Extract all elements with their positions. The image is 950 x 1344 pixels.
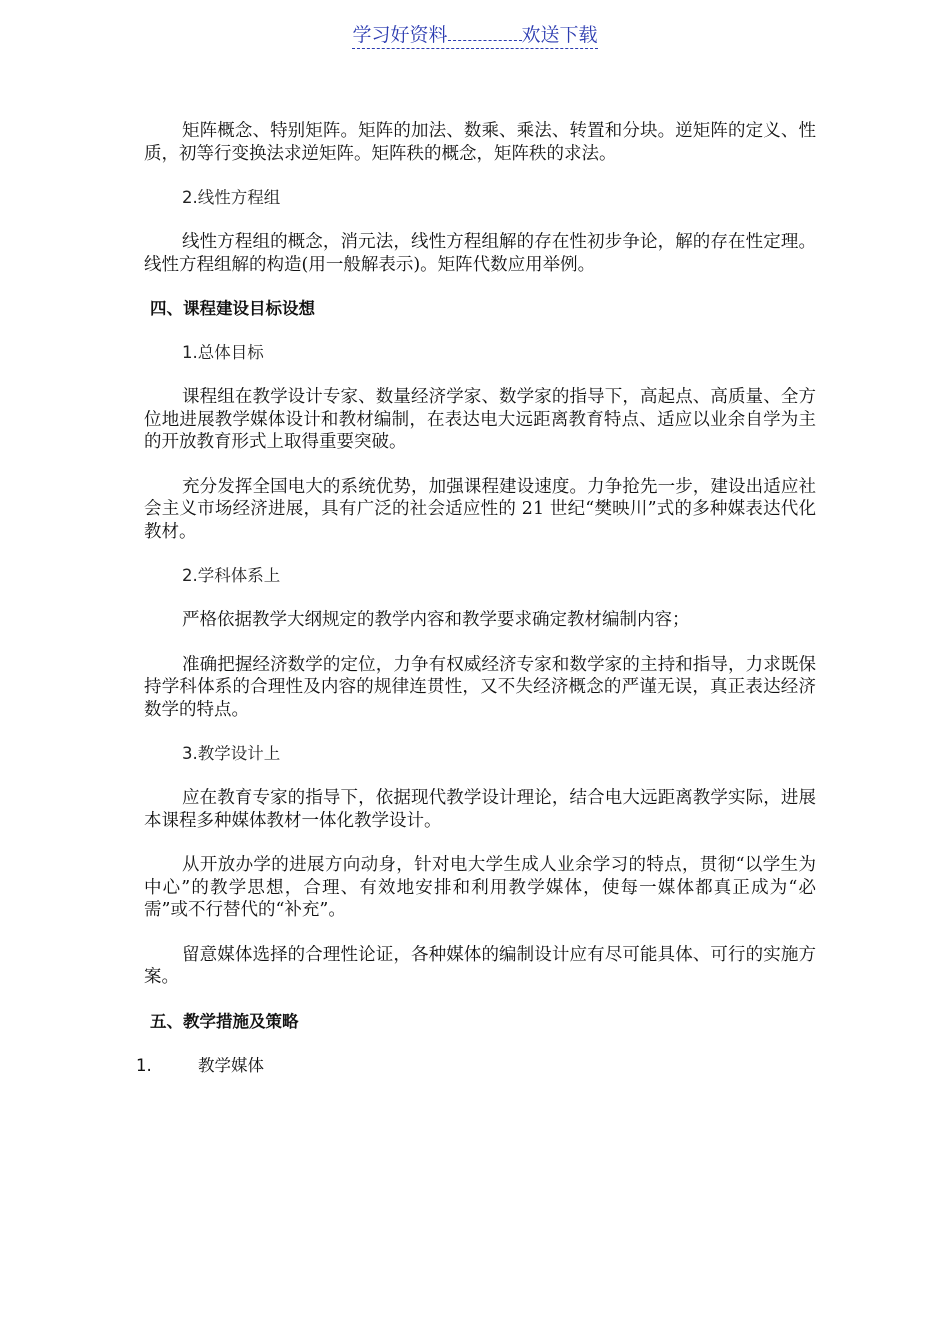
subheading-discipline-system: 2.学科体系上 [182, 566, 281, 585]
header-link-welcome-download[interactable]: 欢送下载 [521, 24, 598, 46]
document-body [136, 120, 816, 1077]
header-underline [352, 22, 597, 49]
paragraph-design-guidance: 应在教育专家的指导下，依据现代教学设计理论，结合电大远距离教学实际，进展本课程多种媒体教材一体化教学设计。 [144, 788, 816, 831]
paragraph-system-advantage: 充分发挥全国电大的系统优势，加强课程建设速度。力争抢先一步，建设出适应社会主义市场经济进展，具有广泛的社会适应性的 21 世纪“樊映川”式的多种媒表达代化教材。 [144, 476, 816, 542]
list-item-label: 教学媒体 [198, 1055, 264, 1075]
paragraph-open-education: 从开放办学的进展方向动身，针对电大学生成人业余学习的特点，贯彻“以学生为中心”的教学思想，合理、有效地安排和利用教学媒体，使每一媒体都真正成为“必需”或不行替代的“补充”。 [144, 855, 816, 920]
header-link-study-materials[interactable]: 学习好资料 [352, 24, 448, 46]
header-dashed-gap [448, 22, 522, 41]
list-item-teaching-media [136, 1055, 816, 1077]
list-number: 1. [136, 1055, 152, 1075]
section-heading-4: 四、课程建设目标设想 [150, 299, 315, 318]
page-header [0, 22, 950, 49]
paragraph-positioning: 准确把握经济数学的定位，力争有权威经济专家和数学家的主持和指导，力求既保持学科体系的合理性及内容的规律连贯性，又不失经济概念的严谨无误，真正表达经济数学的特点。 [144, 654, 816, 720]
paragraph-matrix: 矩阵概念、特别矩阵。矩阵的加法、数乘、乘法、转置和分块。逆矩阵的定义、性质，初等行变换法求逆矩阵。矩阵秩的概念，矩阵秩的求法。 [144, 121, 816, 164]
section-heading-5: 五、教学措施及策略 [150, 1011, 299, 1031]
paragraph-course-group: 课程组在教学设计专家、数量经济学家、数学家的指导下，高起点、高质量、全方位地进展教学媒体设计和教材编制，在表达电大远距离教育特点、适应以业余自学为主的开放教育形式上取得重要突破。 [144, 387, 816, 452]
paragraph-media-selection: 留意媒体选择的合理性论证，各种媒体的编制设计应有尽可能具体、可行的实施方案。 [144, 944, 816, 987]
paragraph-syllabus: 严格依据教学大纲规定的教学内容和教学要求确定教材编制内容； [182, 610, 690, 630]
paragraph-linear-equations: 线性方程组的概念，消元法，线性方程组解的存在性初步争论，解的存在性定理。线性方程组解的构造(用一般解表示)。矩阵代数应用举例。 [144, 232, 816, 275]
subheading-teaching-design: 3.教学设计上 [182, 744, 281, 763]
subheading-linear-equations: 2.线性方程组 [182, 188, 281, 207]
subheading-overall-goal: 1.总体目标 [182, 343, 264, 362]
